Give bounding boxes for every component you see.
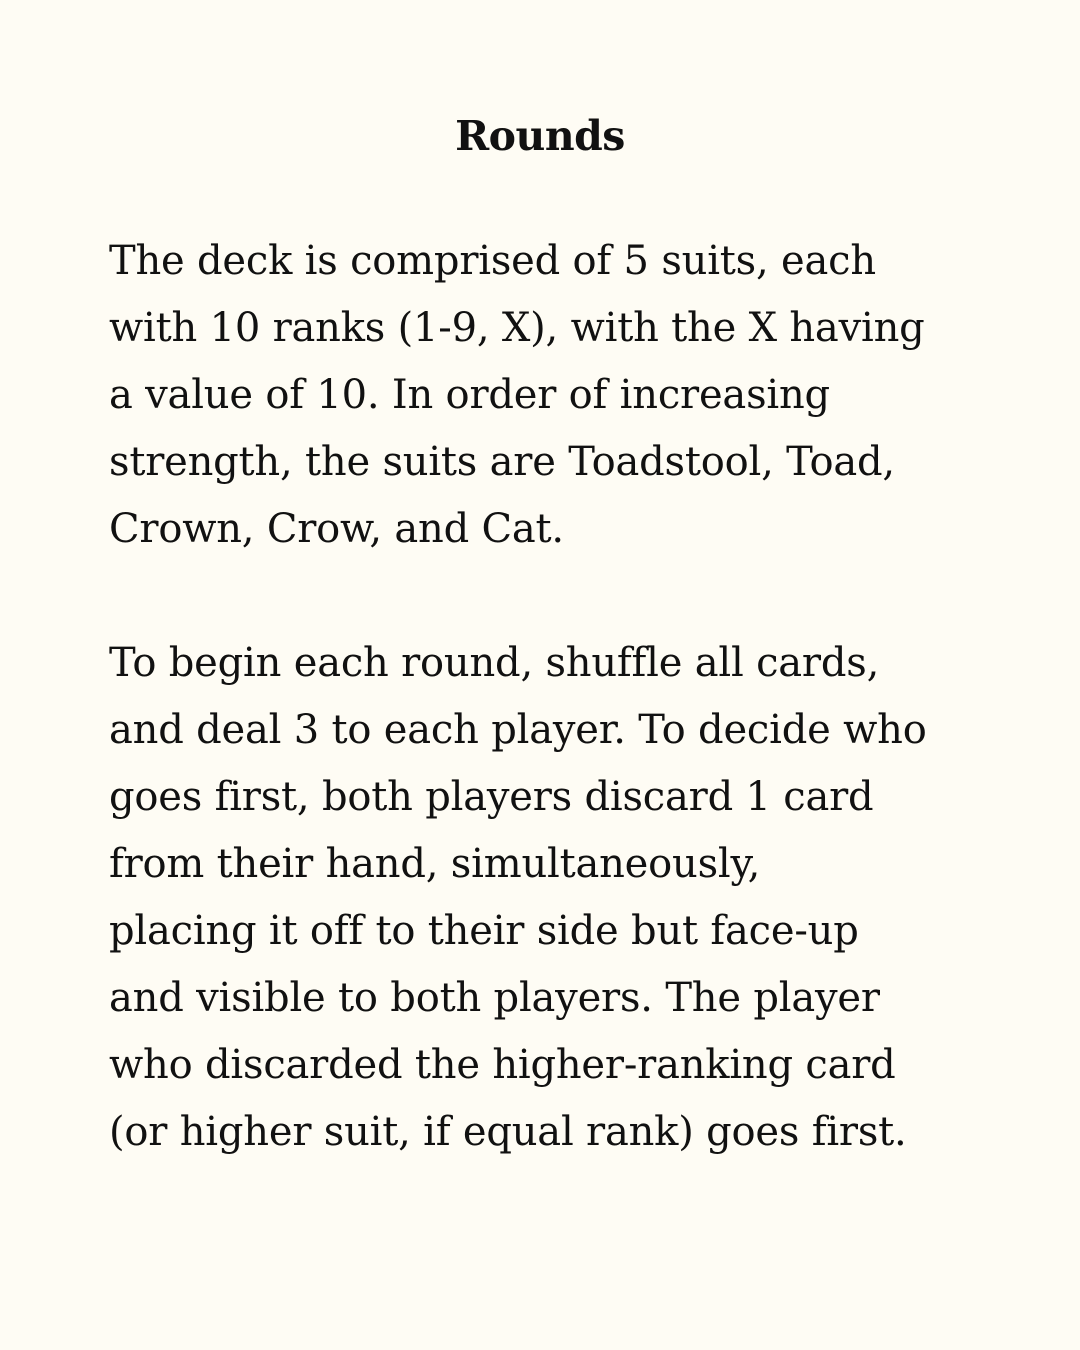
paragraph-line: a value of 10. In order of increasing	[109, 372, 830, 418]
paragraph-line: and visible to both players. The player	[109, 975, 880, 1021]
paragraph-line: placing it off to their side but face-up	[109, 908, 859, 954]
paragraph-line: from their hand, simultaneously,	[109, 841, 761, 887]
paragraph-line: goes first, both players discard 1 card	[109, 774, 874, 820]
paragraph-line: The deck is comprised of 5 suits, each	[109, 238, 876, 284]
paragraph-line: (or higher suit, if equal rank) goes first.	[109, 1109, 907, 1155]
rules-paragraph-deck	[109, 228, 989, 563]
paragraph-line: Crown, Crow, and Cat.	[109, 506, 564, 552]
paragraph-line: and deal 3 to each player. To decide who	[109, 707, 927, 753]
rules-paragraph-round-start	[109, 630, 989, 1166]
paragraph-line: who discarded the higher-ranking card	[109, 1042, 896, 1088]
page-title: Rounds	[455, 112, 625, 160]
paragraph-line: with 10 ranks (1-9, X), with the X having	[109, 305, 925, 351]
paragraph-line: To begin each round, shuffle all cards,	[109, 640, 880, 686]
paragraph-line: strength, the suits are Toadstool, Toad,	[109, 439, 895, 485]
